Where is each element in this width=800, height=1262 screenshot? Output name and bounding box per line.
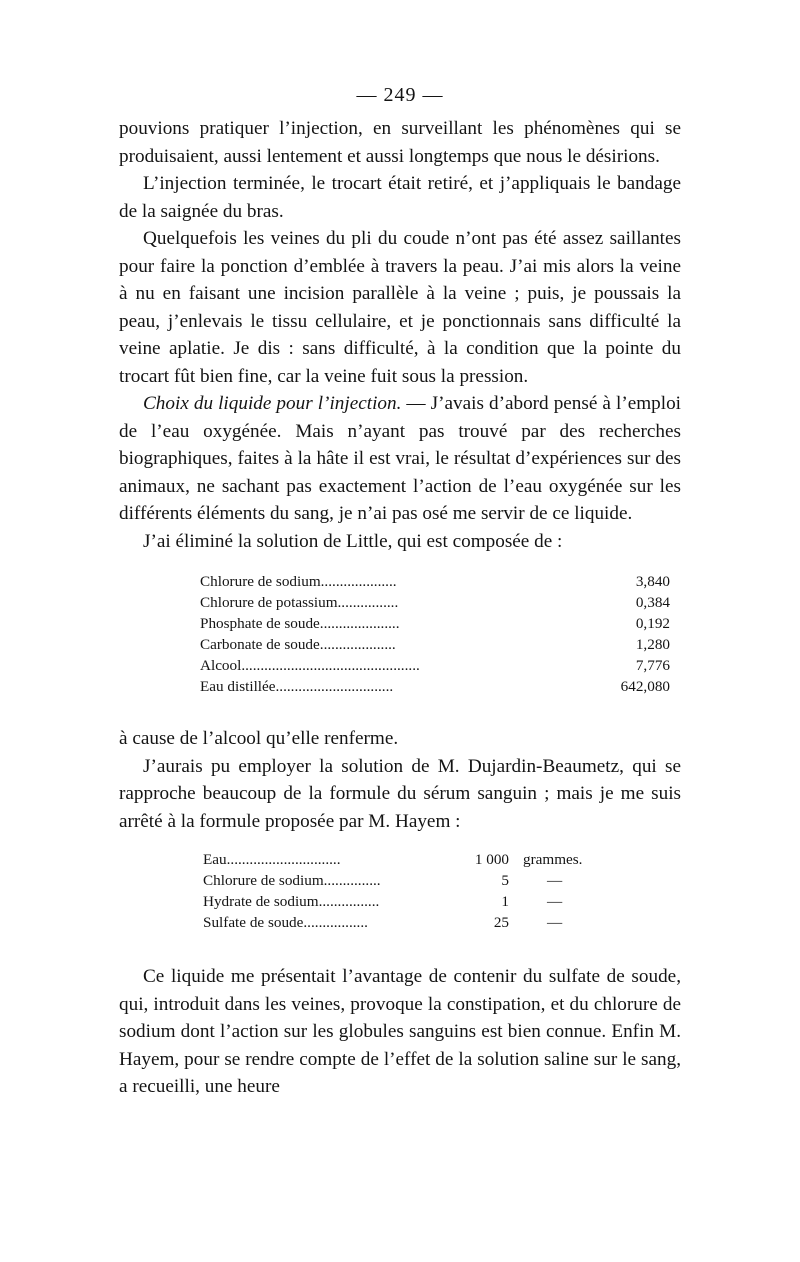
section-heading-italic: Choix du liquide pour l’injection. bbox=[143, 393, 402, 414]
paragraph-little-intro: J’ai éliminé la solution de Little, qui est composée de : bbox=[143, 530, 563, 552]
paragraph-injection-terminee: L’injection terminée, le trocart était retiré, et j’appliquais le bandage de la saignée du bras. bbox=[119, 173, 681, 222]
ingredient-amount: 25 bbox=[493, 914, 509, 931]
ingredient-amount: 1 000 bbox=[474, 851, 509, 868]
table-row bbox=[200, 613, 670, 634]
ingredient-amount: 0,192 bbox=[635, 615, 670, 632]
ingredient-name: Chlorure de sodium.................... bbox=[200, 573, 397, 590]
table-row bbox=[200, 571, 670, 592]
table-row bbox=[200, 634, 670, 655]
ingredient-amount: 1,280 bbox=[635, 636, 670, 653]
paragraph-a-cause-alcool: à cause de l’alcool qu’elle renferme. bbox=[119, 728, 399, 749]
ingredient-name: Alcool............................................... bbox=[200, 657, 420, 674]
ingredient-amount: 5 bbox=[501, 872, 509, 889]
table-row bbox=[200, 655, 670, 676]
ingredient-name: Eau distillée............................... bbox=[200, 678, 394, 695]
ingredient-amount: 642,080 bbox=[620, 678, 670, 695]
ingredient-unit: — bbox=[547, 872, 563, 889]
ingredient-unit: — bbox=[547, 914, 563, 931]
ingredient-name: Sulfate de soude................. bbox=[203, 914, 368, 931]
table-row bbox=[203, 849, 582, 870]
table-row bbox=[203, 891, 582, 912]
little-solution-table bbox=[200, 571, 670, 697]
page-number: — 249 — bbox=[356, 84, 444, 106]
paragraph-quelquefois: Quelquefois les veines du pli du coude n’ont pas été assez saillantes pour faire la ponction d’emblée à travers la peau. J’ai mis alors la veine à nu en faisant une incision parallèle à la veine ; puis, je poussais la peau, j’enlevais le tissu cellulaire, et je ponctionnais sans difficulté la veine aplatie. Je dis : sans difficulté, à la condition que la pointe du trocart fût bien fine, car la veine fuit sous la pression. bbox=[119, 228, 681, 387]
paragraph-dujardin-beaumetz: J’aurais pu employer la solution de M. Dujardin-Beaumetz, qui se rapproche beaucoup de la formule du sérum sanguin ; mais je me suis arrêté à la formule proposée par M. Hayem : bbox=[119, 755, 681, 832]
hayem-formula-table bbox=[203, 849, 582, 933]
table-row bbox=[203, 870, 582, 891]
ingredient-amount: 7,776 bbox=[635, 657, 670, 674]
table-row bbox=[200, 676, 670, 697]
ingredient-unit: — bbox=[547, 893, 563, 910]
ingredient-amount: 3,840 bbox=[635, 573, 670, 590]
ingredient-name: Chlorure de potassium................ bbox=[200, 594, 399, 611]
ingredient-name: Hydrate de sodium................ bbox=[203, 893, 380, 910]
ingredient-name: Chlorure de sodium............... bbox=[203, 872, 381, 889]
choix-text: — J’avais d’abord pensé à l’emploi de l’eau oxygénée. Mais n’ayant pas trouvé par des recherches biographiques, faites à la hâte il est vrai, le résultat d’expériences sur des animaux, ne sachant pas exactement l’action de l’eau oxygénée sur les différents éléments du sang, je n’ai pas osé me servir de ce liquide. bbox=[119, 393, 681, 524]
table-row bbox=[203, 912, 582, 933]
paragraph-choix-du-liquide bbox=[119, 390, 681, 528]
ingredient-name: Carbonate de soude.................... bbox=[200, 636, 396, 653]
ingredient-amount: 0,384 bbox=[635, 594, 670, 611]
book-page bbox=[119, 84, 681, 1101]
ingredient-unit: grammes. bbox=[523, 851, 583, 868]
paragraph-ce-liquide: Ce liquide me présentait l’avantage de contenir du sulfate de soude, qui, introduit dans les veines, provoque la constipation, et du chlorure de sodium dont l’action sur les globules sanguins est bien connue. Enfin M. Hayem, pour se rendre compte de l’effet de la solution saline sur le sang, a recueilli, une heure bbox=[119, 966, 681, 1097]
ingredient-amount: 1 bbox=[501, 893, 509, 910]
paragraph-continuation: pouvions pratiquer l’injection, en surveillant les phénomènes qui se produisaient, aussi lentement et aussi longtemps que nous le désirions. bbox=[119, 118, 681, 167]
ingredient-name: Phosphate de soude..................... bbox=[200, 615, 400, 632]
table-row bbox=[200, 592, 670, 613]
ingredient-name: Eau.............................. bbox=[203, 851, 341, 868]
